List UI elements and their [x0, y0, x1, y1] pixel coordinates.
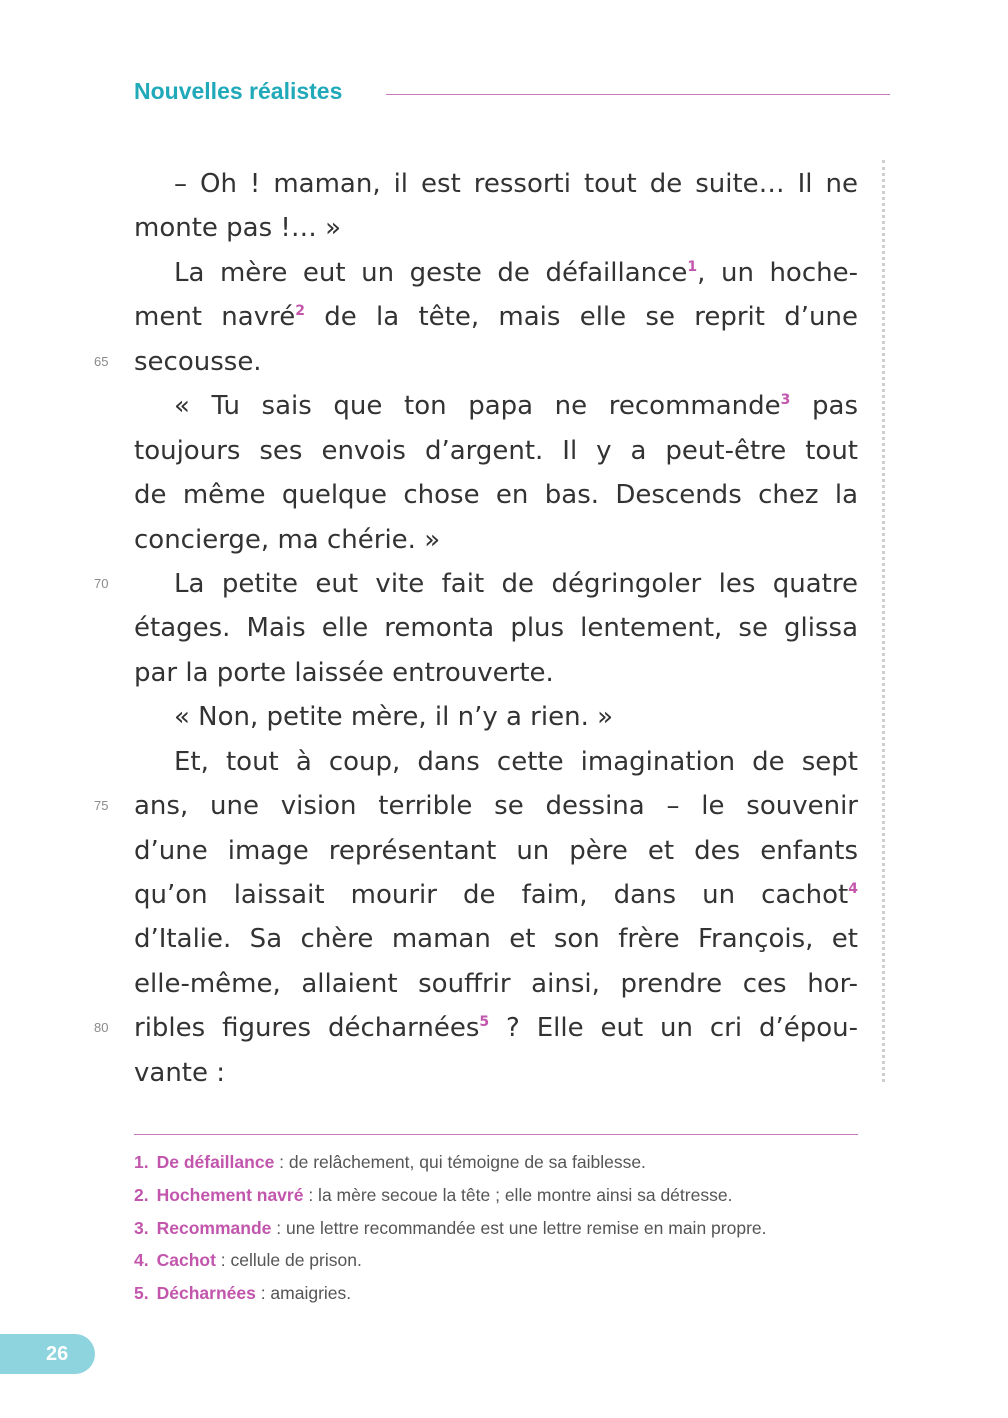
text-line: 75 ans, une vision terrible se dessina – le souvenir [134, 784, 858, 828]
text-line: d’une image représentant un père et des enfants [134, 835, 858, 866]
line-number: 80 [94, 1020, 109, 1036]
text-line: ment navré$^2$ de la tête, mais elle se reprit d’une [134, 302, 858, 333]
text-line: qu’on laissait mourir de faim, dans un cachot$^4$ [134, 880, 858, 910]
text-line: elle-même, allaient souffrir ainsi, prendre ces hor- [134, 968, 858, 999]
text-line: étages. Mais elle remonta plus lentement, se glissa [134, 613, 858, 644]
footnote-ref-1: 1 [687, 258, 698, 275]
text-line: monte pas !… » [134, 213, 342, 244]
footnote-ref-2: 2 [295, 303, 305, 320]
page-number: 26 [46, 1343, 69, 1365]
footnote: 3. Recommande : une lettre recommandée est une lettre remise en main propre. [134, 1217, 767, 1238]
text-line: « Non, petite mère, il n’y a rien. » [174, 702, 614, 733]
text-line: 70 La petite eut vite fait de dégringoler les quatre [134, 562, 858, 606]
header-rule [386, 94, 890, 95]
page-number-tab [0, 1334, 95, 1374]
text-line: Et, tout à coup, dans cette imagination de sept [174, 746, 858, 777]
body-text [94, 162, 859, 1095]
text-line: de même quelque chose en bas. Descends chez la [134, 480, 858, 511]
footnote: 4. Cachot : cellule de prison. [134, 1250, 362, 1271]
text-line: d’Italie. Sa chère maman et son frère François, et [134, 924, 858, 955]
line-number: 65 [94, 353, 109, 369]
footnote: 1. De défaillance : de relâchement, qui témoigne de sa faiblesse. [134, 1152, 646, 1172]
line-number: 75 [94, 798, 109, 814]
text-line: 65 secousse. [134, 340, 858, 384]
footnotes [134, 1148, 894, 1312]
line-number: 70 [94, 575, 109, 591]
text-line: par la porte laissée entrouverte. [134, 657, 554, 688]
footnote-ref-5: 5 [479, 1014, 490, 1031]
text-line: – Oh ! maman, il est ressorti tout de suite… Il ne [174, 169, 858, 199]
text-line: concierge, ma chérie. » [134, 524, 441, 555]
footnote-ref-4: 4 [848, 881, 858, 897]
footnote: 5. Décharnées : amaigries. [134, 1283, 352, 1304]
text-line: toujours ses envois d’argent. Il y a peut-être tout [134, 435, 858, 466]
text-line: « Tu sais que ton papa ne recommande$^3$ pas [174, 391, 859, 422]
margin-dotted-line [882, 160, 885, 1082]
running-head-title: Nouvelles réalistes [134, 78, 343, 104]
footnote: 2. Hochement navré : la mère secoue la tête ; elle montre ainsi sa détresse. [134, 1184, 733, 1205]
text-line: 80 ribles figures décharnées$^5$ ? Elle eut un cri d’épou- [134, 1006, 858, 1050]
text-line: La mère eut un geste de défaillance$^1$, un hoche- [174, 257, 858, 288]
footnote-rule [134, 1134, 858, 1135]
footnote-ref-3: 3 [780, 392, 791, 409]
text-line: vante : [134, 1057, 226, 1088]
